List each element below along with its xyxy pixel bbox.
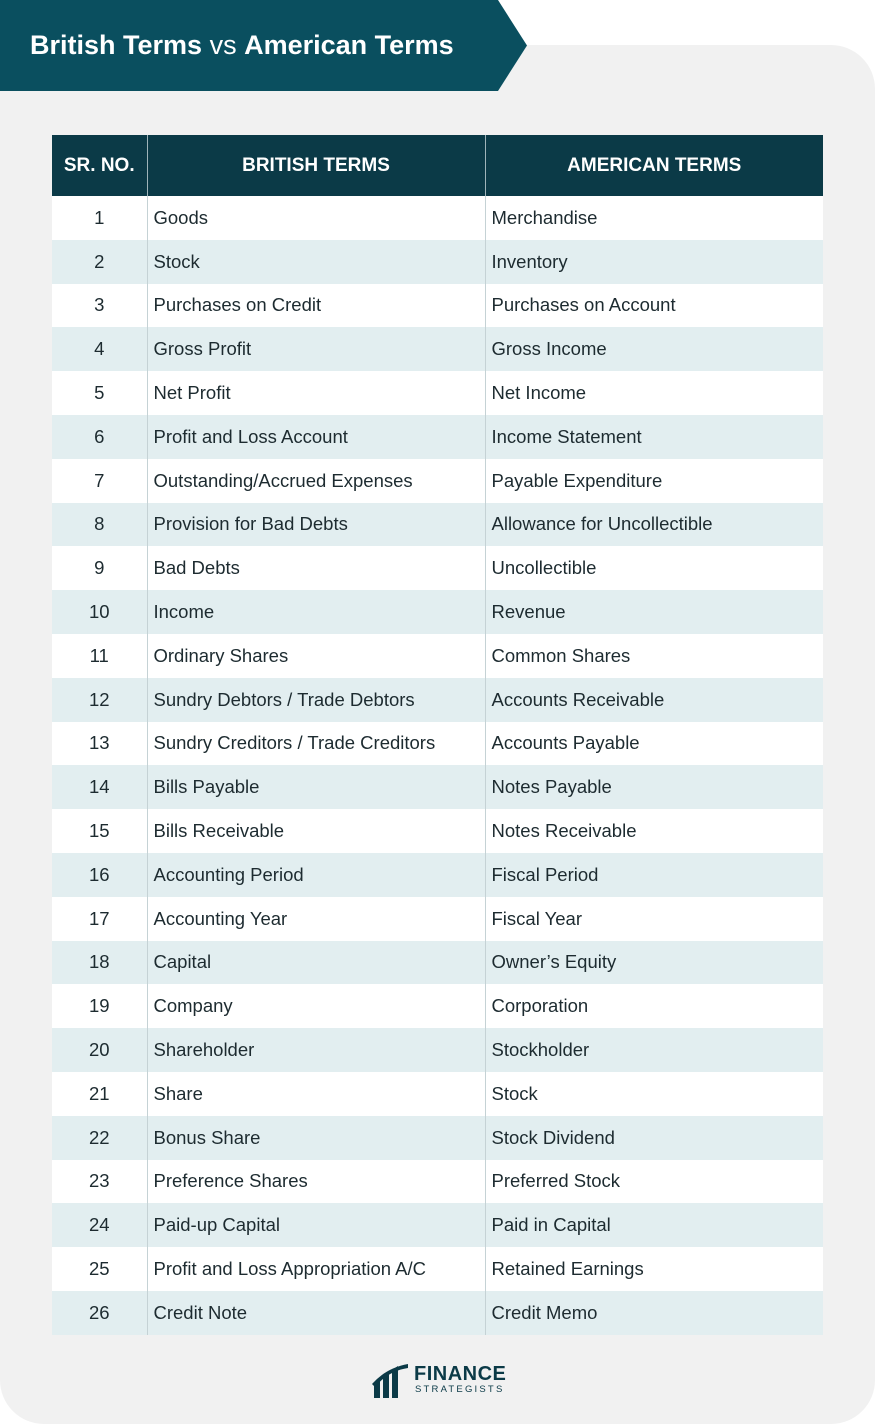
header-british-terms: BRITISH TERMS: [147, 135, 485, 196]
table-row: [52, 897, 823, 941]
cell-american-term: Notes Payable: [485, 765, 823, 809]
table-row: [52, 371, 823, 415]
cell-american-term: Owner’s Equity: [485, 941, 823, 985]
cell-british-term: Profit and Loss Account: [147, 415, 485, 459]
cell-american-term: Gross Income: [485, 327, 823, 371]
cell-british-term: Goods: [147, 196, 485, 240]
cell-sr-no: 26: [52, 1291, 147, 1335]
title-vs: vs: [209, 30, 237, 60]
title-american: American Terms: [244, 30, 454, 60]
cell-british-term: Purchases on Credit: [147, 284, 485, 328]
cell-british-term: Income: [147, 590, 485, 634]
cell-british-term: Capital: [147, 941, 485, 985]
cell-sr-no: 5: [52, 371, 147, 415]
cell-british-term: Credit Note: [147, 1291, 485, 1335]
table-row: [52, 984, 823, 1028]
table-row: [52, 240, 823, 284]
cell-sr-no: 13: [52, 722, 147, 766]
cell-american-term: Revenue: [485, 590, 823, 634]
cell-sr-no: 12: [52, 678, 147, 722]
cell-american-term: Paid in Capital: [485, 1203, 823, 1247]
table-row: [52, 1116, 823, 1160]
title-british: British Terms: [30, 30, 203, 60]
table-row: [52, 678, 823, 722]
cell-american-term: Common Shares: [485, 634, 823, 678]
header-american-terms: AMERICAN TERMS: [485, 135, 823, 196]
cell-american-term: Accounts Payable: [485, 722, 823, 766]
cell-sr-no: 2: [52, 240, 147, 284]
table-body: [52, 196, 823, 1335]
table-row: [52, 503, 823, 547]
table-row: [52, 941, 823, 985]
table-row: [52, 415, 823, 459]
cell-sr-no: 11: [52, 634, 147, 678]
page-title: [30, 0, 454, 91]
cell-british-term: Share: [147, 1072, 485, 1116]
cell-british-term: Sundry Debtors / Trade Debtors: [147, 678, 485, 722]
cell-british-term: Profit and Loss Appropriation A/C: [147, 1247, 485, 1291]
cell-british-term: Net Profit: [147, 371, 485, 415]
table-row: [52, 590, 823, 634]
cell-british-term: Stock: [147, 240, 485, 284]
cell-sr-no: 3: [52, 284, 147, 328]
cell-american-term: Allowance for Uncollectible: [485, 503, 823, 547]
cell-british-term: Provision for Bad Debts: [147, 503, 485, 547]
cell-american-term: Stock: [485, 1072, 823, 1116]
cell-british-term: Gross Profit: [147, 327, 485, 371]
cell-sr-no: 19: [52, 984, 147, 1028]
cell-sr-no: 6: [52, 415, 147, 459]
cell-sr-no: 16: [52, 853, 147, 897]
table-row: [52, 1291, 823, 1335]
cell-british-term: Paid-up Capital: [147, 1203, 485, 1247]
cell-sr-no: 9: [52, 546, 147, 590]
cell-british-term: Outstanding/Accrued Expenses: [147, 459, 485, 503]
cell-american-term: Retained Earnings: [485, 1247, 823, 1291]
header-sr-no: SR. NO.: [52, 135, 147, 196]
cell-sr-no: 25: [52, 1247, 147, 1291]
table-row: [52, 1072, 823, 1116]
logo-line-2: STRATEGISTS: [415, 1384, 505, 1395]
table-row: [52, 809, 823, 853]
table-row: [52, 327, 823, 371]
cell-british-term: Shareholder: [147, 1028, 485, 1072]
cell-sr-no: 22: [52, 1116, 147, 1160]
table-header-row: [52, 135, 823, 196]
table-row: [52, 722, 823, 766]
cell-american-term: Stock Dividend: [485, 1116, 823, 1160]
table-row: [52, 634, 823, 678]
logo-line-1: FINANCE: [414, 1363, 507, 1385]
finance-strategists-logo-icon: [372, 1362, 410, 1398]
table-row: [52, 1247, 823, 1291]
cell-sr-no: 1: [52, 196, 147, 240]
cell-british-term: Sundry Creditors / Trade Creditors: [147, 722, 485, 766]
table-row: [52, 853, 823, 897]
cell-sr-no: 14: [52, 765, 147, 809]
cell-british-term: Company: [147, 984, 485, 1028]
cell-american-term: Corporation: [485, 984, 823, 1028]
cell-british-term: Bills Receivable: [147, 809, 485, 853]
cell-american-term: Stockholder: [485, 1028, 823, 1072]
cell-sr-no: 18: [52, 941, 147, 985]
cell-american-term: Preferred Stock: [485, 1160, 823, 1204]
cell-american-term: Income Statement: [485, 415, 823, 459]
cell-sr-no: 15: [52, 809, 147, 853]
cell-american-term: Accounts Receivable: [485, 678, 823, 722]
cell-british-term: Bad Debts: [147, 546, 485, 590]
table-row: [52, 1160, 823, 1204]
cell-british-term: Ordinary Shares: [147, 634, 485, 678]
table-row: [52, 546, 823, 590]
cell-american-term: Purchases on Account: [485, 284, 823, 328]
table-row: [52, 459, 823, 503]
cell-sr-no: 8: [52, 503, 147, 547]
cell-american-term: Net Income: [485, 371, 823, 415]
cell-american-term: Inventory: [485, 240, 823, 284]
cell-american-term: Fiscal Period: [485, 853, 823, 897]
cell-american-term: Credit Memo: [485, 1291, 823, 1335]
table-row: [52, 765, 823, 809]
cell-british-term: Bills Payable: [147, 765, 485, 809]
table-row: [52, 1028, 823, 1072]
cell-american-term: Fiscal Year: [485, 897, 823, 941]
table-row: [52, 196, 823, 240]
cell-sr-no: 10: [52, 590, 147, 634]
cell-american-term: Payable Expenditure: [485, 459, 823, 503]
terms-table: [52, 135, 823, 1335]
cell-sr-no: 23: [52, 1160, 147, 1204]
cell-sr-no: 24: [52, 1203, 147, 1247]
cell-sr-no: 4: [52, 327, 147, 371]
cell-british-term: Accounting Period: [147, 853, 485, 897]
cell-british-term: Preference Shares: [147, 1160, 485, 1204]
cell-american-term: Notes Receivable: [485, 809, 823, 853]
cell-american-term: Merchandise: [485, 196, 823, 240]
cell-sr-no: 20: [52, 1028, 147, 1072]
finance-strategists-logo: [372, 1362, 507, 1400]
cell-sr-no: 21: [52, 1072, 147, 1116]
table-row: [52, 1203, 823, 1247]
cell-sr-no: 17: [52, 897, 147, 941]
cell-british-term: Accounting Year: [147, 897, 485, 941]
cell-sr-no: 7: [52, 459, 147, 503]
cell-british-term: Bonus Share: [147, 1116, 485, 1160]
cell-american-term: Uncollectible: [485, 546, 823, 590]
table-row: [52, 284, 823, 328]
title-banner: [0, 0, 527, 91]
